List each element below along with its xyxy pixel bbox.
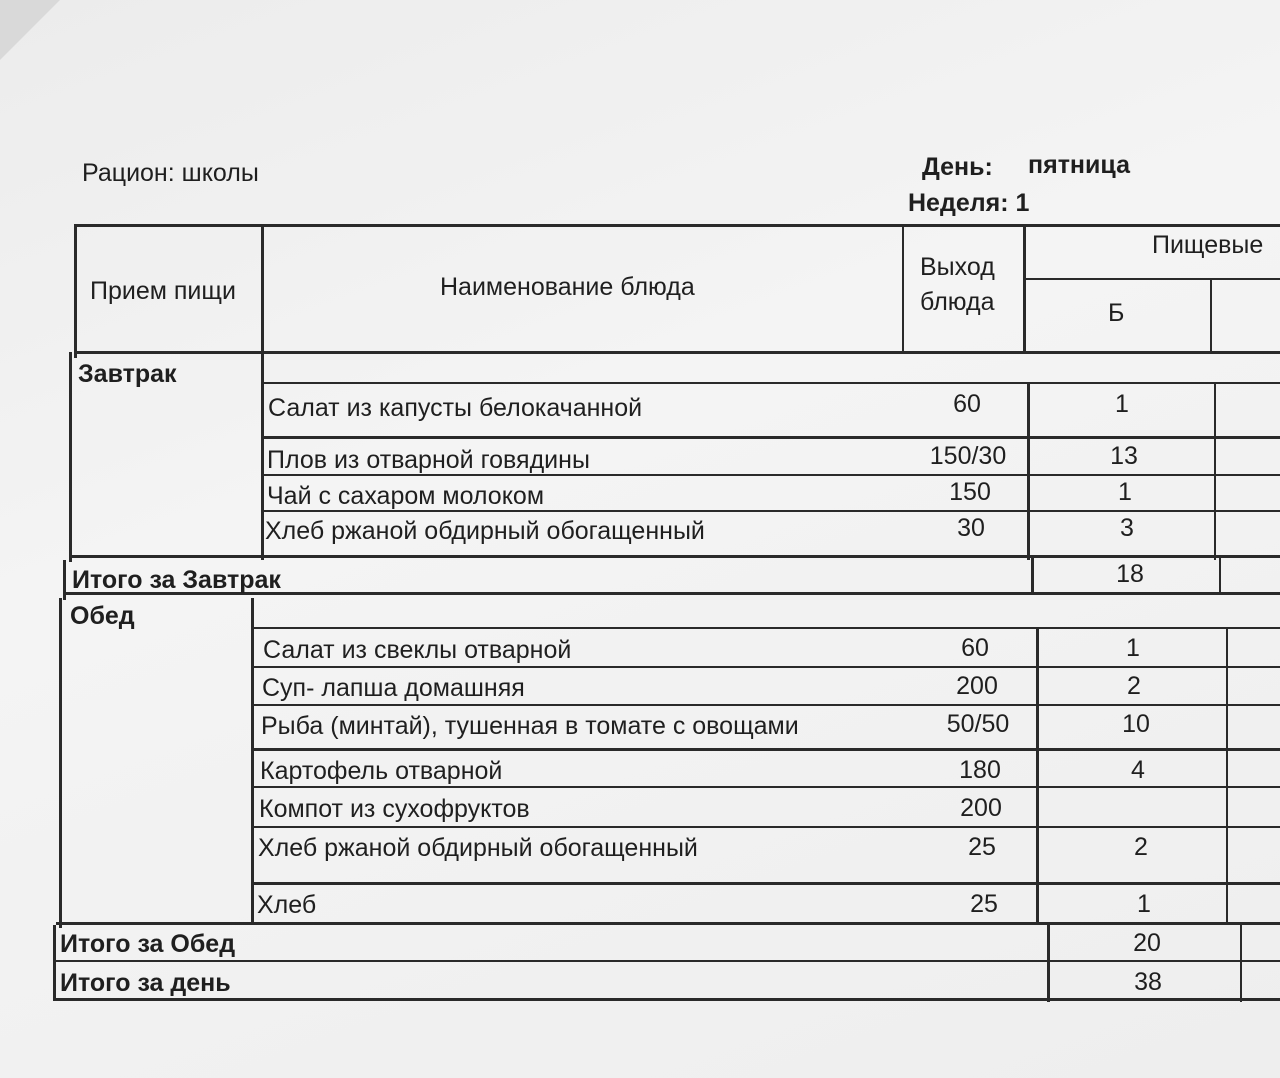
dish-name: Салат из капусты белокачанной xyxy=(268,394,643,422)
dish-name: Картофель отварной xyxy=(260,757,503,785)
dish-b: 1 xyxy=(1118,478,1132,506)
dish-name: Компот из сухофруктов xyxy=(259,795,530,823)
col-dish-header: Наименование блюда xyxy=(440,273,695,301)
col-meal-header: Прием пищи xyxy=(90,277,236,305)
dish-b: 1 xyxy=(1126,634,1140,662)
dish-b: 2 xyxy=(1134,833,1148,861)
dish-name: Хлеб xyxy=(257,891,317,919)
dish-b: 1 xyxy=(1115,390,1129,418)
lunch-total-b: 20 xyxy=(1133,929,1161,957)
meal-breakfast: Завтрак xyxy=(78,360,177,388)
dish-yield: 180 xyxy=(959,756,1001,784)
dish-name: Плов из отварной говядины xyxy=(267,446,590,474)
day-total-b: 38 xyxy=(1134,968,1162,996)
dish-name: Суп- лапша домашняя xyxy=(262,674,525,702)
col-b-header: Б xyxy=(1108,299,1125,327)
dish-name: Рыба (минтай), тушенная в томате с овощами xyxy=(261,712,799,740)
dish-name: Чай с сахаром молоком xyxy=(267,482,545,510)
dish-b: 10 xyxy=(1122,710,1150,738)
dish-yield: 150 xyxy=(949,478,991,506)
dish-yield: 150/30 xyxy=(929,442,1007,470)
meal-lunch: Обед xyxy=(70,602,135,630)
ration-label: Рацион: школы xyxy=(82,159,259,187)
dish-name: Салат из свеклы отварной xyxy=(263,636,572,664)
week-label: Неделя: 1 xyxy=(908,189,1030,217)
dish-b: 2 xyxy=(1127,672,1141,700)
dish-name: Хлеб ржаной обдирный обогащенный xyxy=(258,834,698,862)
dish-yield: 60 xyxy=(953,390,981,418)
dish-name: Хлеб ржаной обдирный обогащенный xyxy=(265,517,705,545)
dish-yield: 50/50 xyxy=(946,710,1010,738)
dish-yield: 200 xyxy=(960,794,1002,822)
dish-yield: 25 xyxy=(970,890,998,918)
dish-yield: 200 xyxy=(956,672,998,700)
dish-b: 4 xyxy=(1131,756,1145,784)
day-value: пятница xyxy=(1028,151,1130,179)
breakfast-total-b: 18 xyxy=(1116,560,1144,588)
dish-b: 1 xyxy=(1137,890,1151,918)
dish-b: 13 xyxy=(1110,442,1138,470)
col-yield-header-1: Выход xyxy=(920,253,995,281)
dish-yield: 25 xyxy=(968,833,996,861)
col-nutrients-header: Пищевые xyxy=(1152,231,1264,259)
dish-b: 3 xyxy=(1120,514,1134,542)
dish-yield: 60 xyxy=(961,634,989,662)
lunch-total-label: Итого за Обед xyxy=(60,930,236,958)
day-label: День: xyxy=(922,153,993,181)
page-corner-shadow xyxy=(0,0,60,60)
day-total-label: Итого за день xyxy=(60,969,231,997)
dish-yield: 30 xyxy=(957,514,985,542)
col-yield-header-2: блюда xyxy=(920,288,995,316)
breakfast-total-label: Итого за Завтрак xyxy=(72,566,281,594)
